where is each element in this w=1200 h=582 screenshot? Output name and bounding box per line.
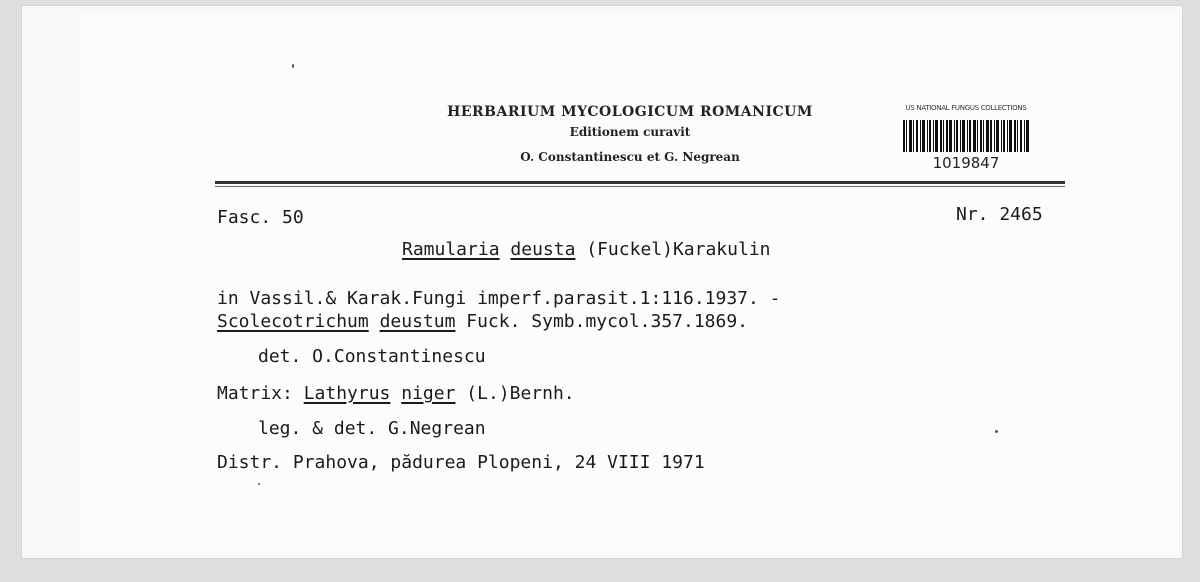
host-genus: Lathyrus bbox=[303, 383, 391, 404]
taxon-genus: Ramularia bbox=[402, 239, 500, 260]
matrix-prefix: Matrix: bbox=[217, 383, 304, 404]
barcode-label bbox=[895, 104, 1037, 172]
fascicle-number: Fasc. 50 bbox=[217, 207, 304, 228]
determiner-line: det. O.Constantinescu bbox=[258, 346, 486, 367]
barcode-icon bbox=[903, 120, 1029, 152]
ink-speck bbox=[995, 430, 998, 433]
host-author: (L.)Bernh. bbox=[455, 383, 575, 404]
collector-line: leg. & det. G.Negrean bbox=[258, 418, 486, 439]
taxon-author: (Fuckel)Karakulin bbox=[575, 239, 771, 260]
editors: O. Constantinescu et G. Negrean bbox=[520, 150, 740, 164]
editor-caption: Editionem curavit bbox=[569, 125, 691, 139]
ink-speck bbox=[292, 64, 294, 68]
citation-line: in Vassil.& Karak.Fungi imperf.parasit.1:116.1937. - bbox=[217, 288, 781, 309]
synonym-line bbox=[217, 311, 748, 332]
synonym-species: deustum bbox=[379, 311, 456, 332]
barcode-number: 1019847 bbox=[932, 154, 1000, 172]
specimen-label bbox=[80, 14, 1180, 554]
ink-speck bbox=[258, 483, 260, 485]
taxon-name bbox=[402, 239, 771, 260]
matrix-line bbox=[217, 383, 575, 404]
taxon-species: deusta bbox=[510, 239, 576, 260]
host-species: niger bbox=[401, 383, 456, 404]
synonym-genus: Scolecotrichum bbox=[217, 311, 369, 332]
locality-line: Distr. Prahova, pădurea Plopeni, 24 VIII 1971 bbox=[217, 452, 705, 473]
header-rule bbox=[215, 181, 1065, 184]
specimen-number: Nr. 2465 bbox=[956, 204, 1043, 225]
herbarium-title: HERBARIUM MYCOLOGICUM ROMANICUM bbox=[447, 104, 813, 120]
header-rule-thin bbox=[215, 186, 1065, 187]
synonym-reference: Fuck. Symb.mycol.357.1869. bbox=[455, 311, 749, 332]
collection-name: US NATIONAL FUNGUS COLLECTIONS bbox=[905, 104, 1027, 112]
